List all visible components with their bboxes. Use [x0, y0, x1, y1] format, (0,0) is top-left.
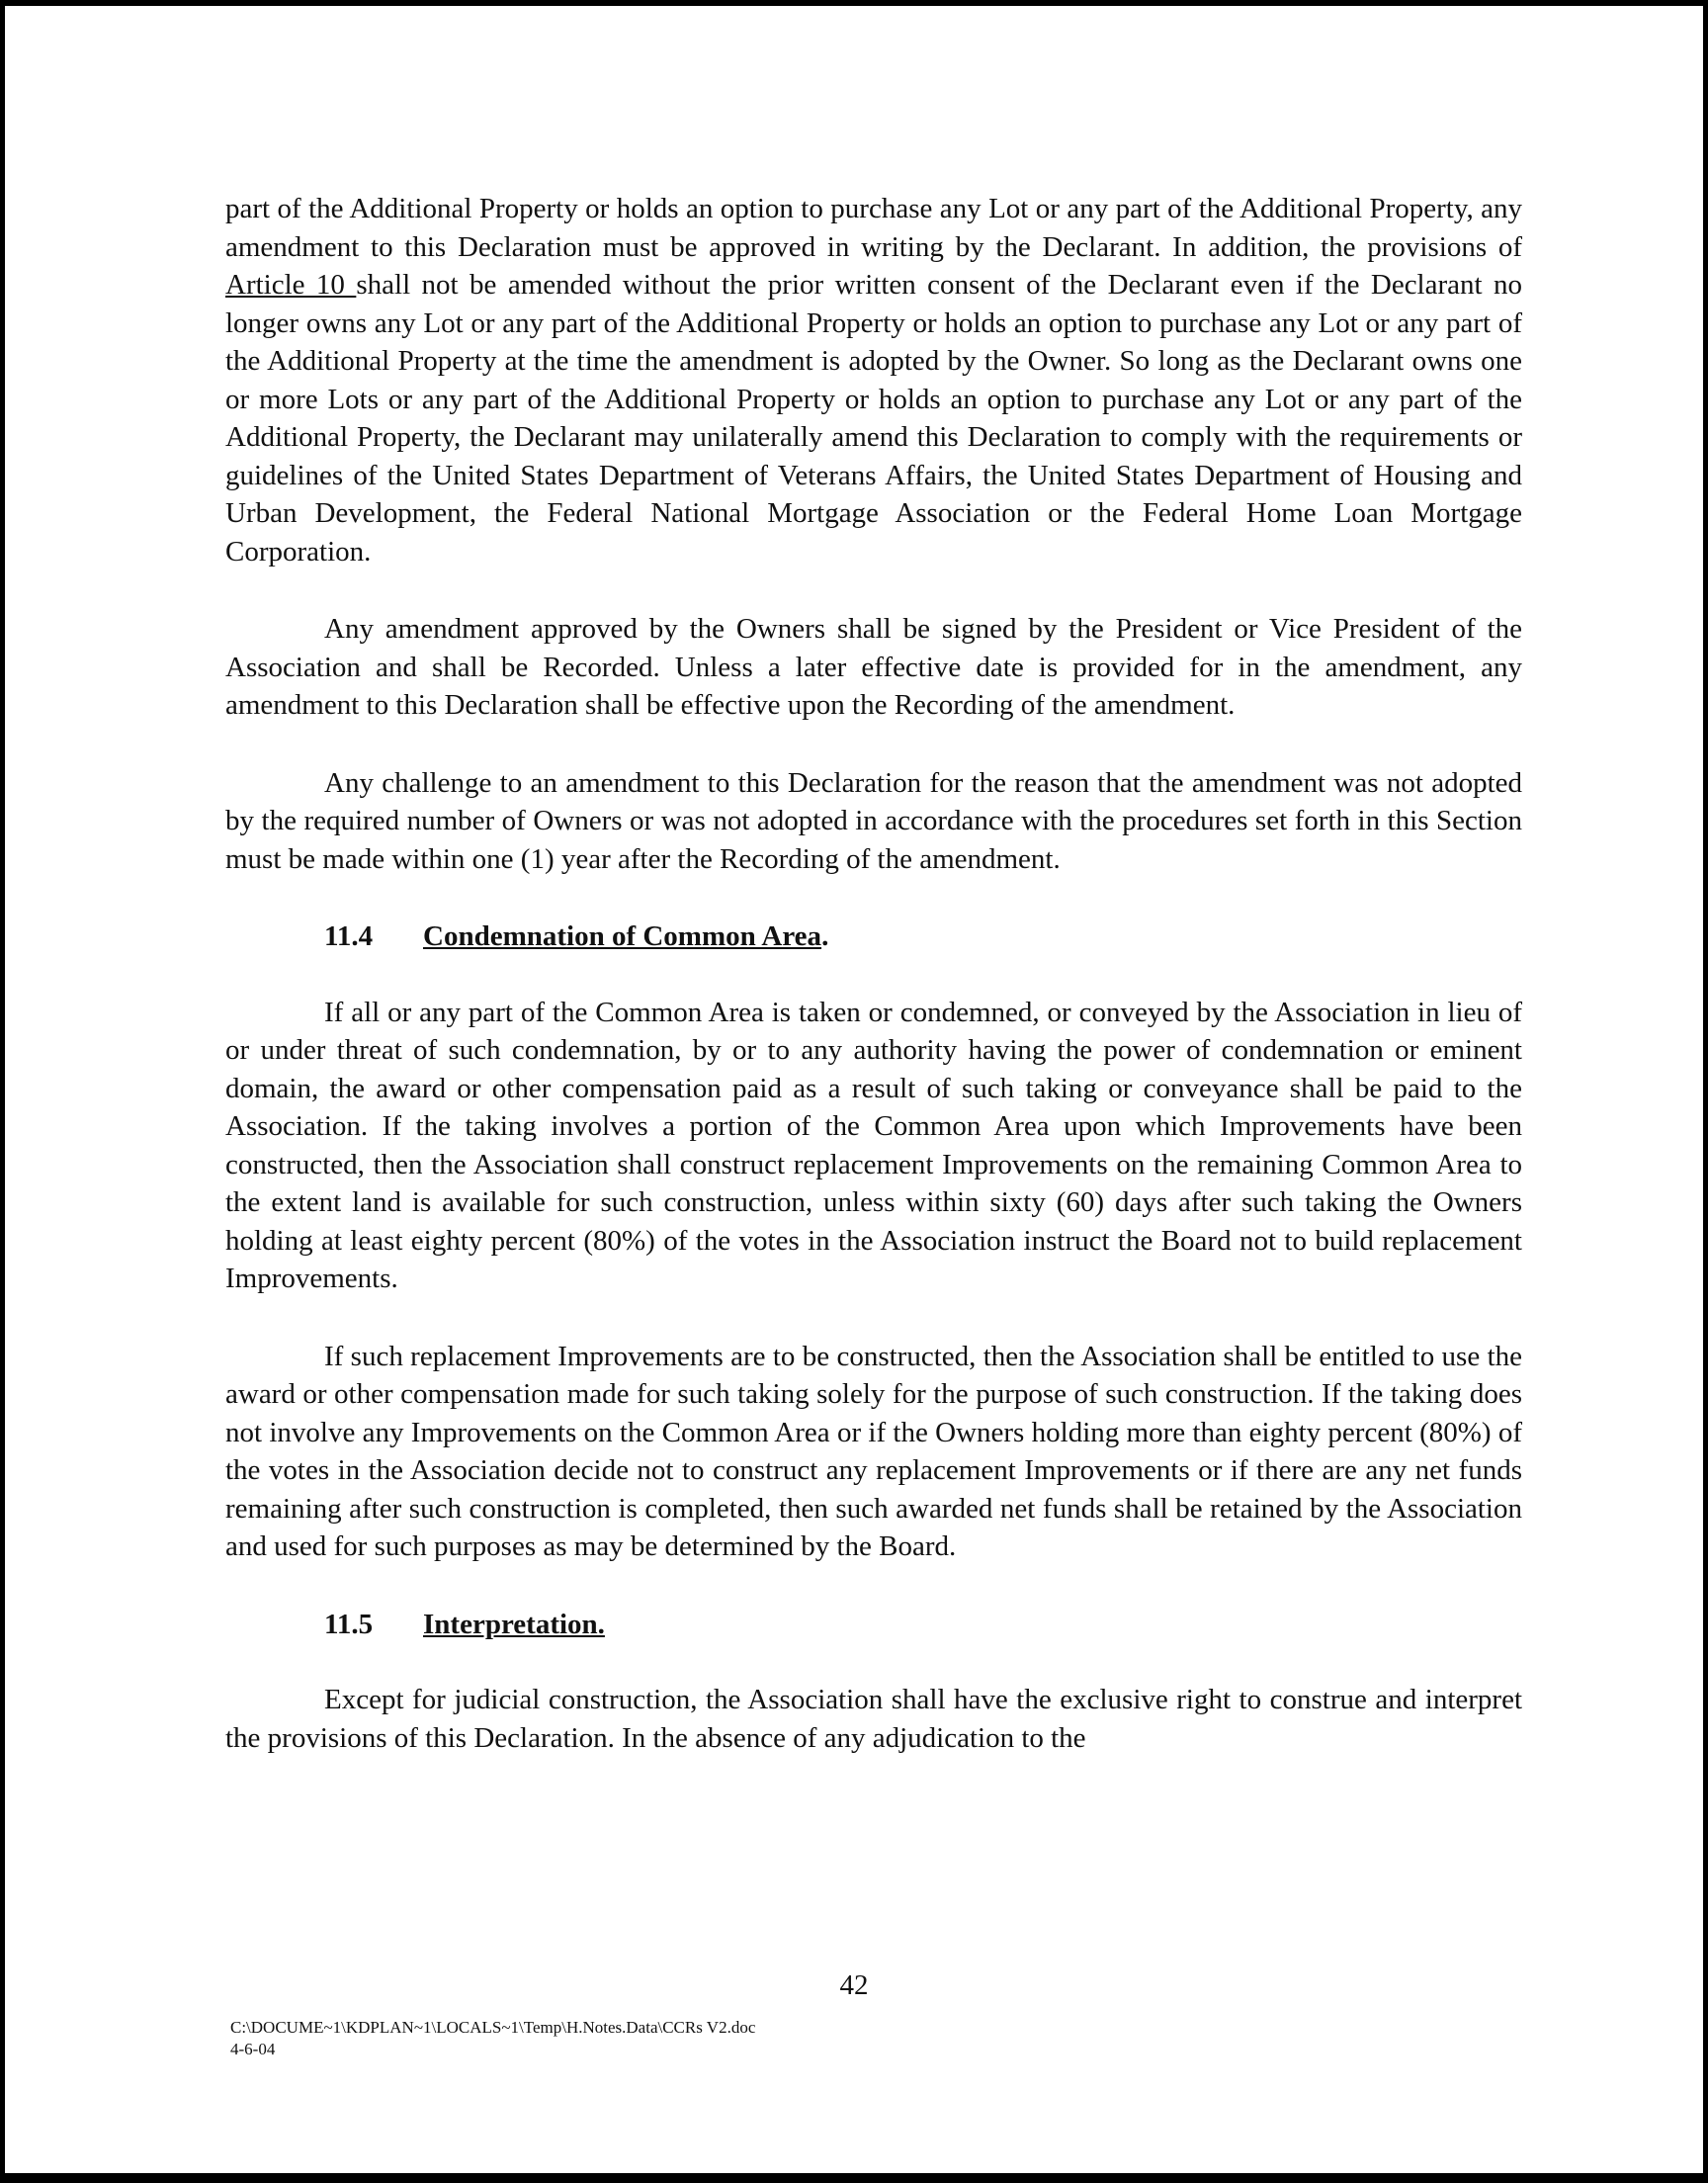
- scan-edge-right: [1703, 0, 1708, 2183]
- paragraph-condemnation: If all or any part of the Common Area is taken or condemned, or conveyed by the Association in lieu of or under threat of such condemnation, by or to any authority having the power of condemnation or eminent domain, the award or other compensation paid as a result of such taking or conveyance shall be paid to the Association. If the taking involves a portion of the Common Area upon which Improvements have been constructed, then the Association shall construct replacement Improvements on the remaining Common Area to the extent land is available for such construction, unless within sixty (60) days after such taking the Owners holding at least eighty percent (80%) of the votes in the Association instruct the Board not to build replacement Improvements.: [225, 996, 1522, 1294]
- paragraph-text: part of the Additional Property or holds an option to purchase any Lot or any part of the Additional Property, any amendment to this Declaration must be approved in writing by the Declarant. In addition, the provisions of: [225, 193, 1522, 263]
- paragraph-text: shall not be amended without the prior written consent of the Declarant even if the Declarant no longer owns any Lot or any part of the Additional Property or holds an option to purchase any Lot or any part of the Additional Property at the time the amendment is adopted by the Owner. So long as the Declarant owns one or more Lots or any part of the Additional Property or holds an option to purchase any Lot or any part of the Additional Property, the Declarant may unilaterally amend this Declaration to comply with the requirements or guidelines of the United States Department of Veterans Affairs, the United States Department of Housing and Urban Development, the Federal National Mortgage Association or the Federal Home Loan Mortgage Corporation.: [225, 269, 1522, 568]
- section-heading-11-5: [225, 1606, 1522, 1644]
- document-footer: [230, 2017, 755, 2060]
- section-heading-11-4: [225, 917, 1522, 956]
- page-number: 42: [839, 1969, 869, 2001]
- scan-edge-top: [0, 0, 1708, 6]
- scan-edge-left: [0, 0, 5, 2183]
- scan-edge-bottom: [0, 2173, 1708, 2183]
- footer-file-path: C:\DOCUME~1\KDPLAN~1\LOCALS~1\Temp\H.Notes.Data\CCRs V2.doc: [230, 2018, 756, 2037]
- article-10-reference: Article 10: [225, 269, 357, 301]
- section-number: 11.5: [324, 1608, 374, 1640]
- paragraph-amendment-signing: Any amendment approved by the Owners shall be signed by the President or Vice President of the Association and shall be Recorded. Unless a later effective date is provided for in the amendment, any amendment to this Declaration shall be effective upon the Recording of the amendment.: [225, 613, 1522, 721]
- paragraph-replacement-improvements: If such replacement Improvements are to be constructed, then the Association shall be entitled to use the award or other compensation made for such taking solely for the purpose of such construction. If the taking does not involve any Improvements on the Common Area or if the Owners holding more than eighty percent (80%) of the votes in the Association decide not to construct any replacement Improvements or if there are any net funds remaining after such construction is completed, then such awarded net funds shall be retained by the Association and used for such purposes as may be determined by the Board.: [225, 1340, 1522, 1562]
- section-title: Interpretation.: [423, 1608, 605, 1640]
- paragraph-declarant-approval: [225, 190, 1522, 570]
- section-number: 11.4: [324, 920, 374, 952]
- section-title: Condemnation of Common Area: [423, 920, 822, 952]
- section-title-suffix: .: [821, 920, 829, 952]
- paragraph-amendment-challenge: Any challenge to an amendment to this Declaration for the reason that the amendment was not adopted by the required number of Owners or was not adopted in accordance with the procedures set forth in this Section must be made within one (1) year after the Recording of the amendment.: [225, 766, 1522, 875]
- footer-date: 4-6-04: [230, 2040, 276, 2058]
- paragraph-interpretation: Except for judicial construction, the Association shall have the exclusive right to construe and interpret the provisions of this Declaration. In the absence of any adjudication to the: [225, 1684, 1522, 1754]
- document-body: [225, 190, 1522, 1757]
